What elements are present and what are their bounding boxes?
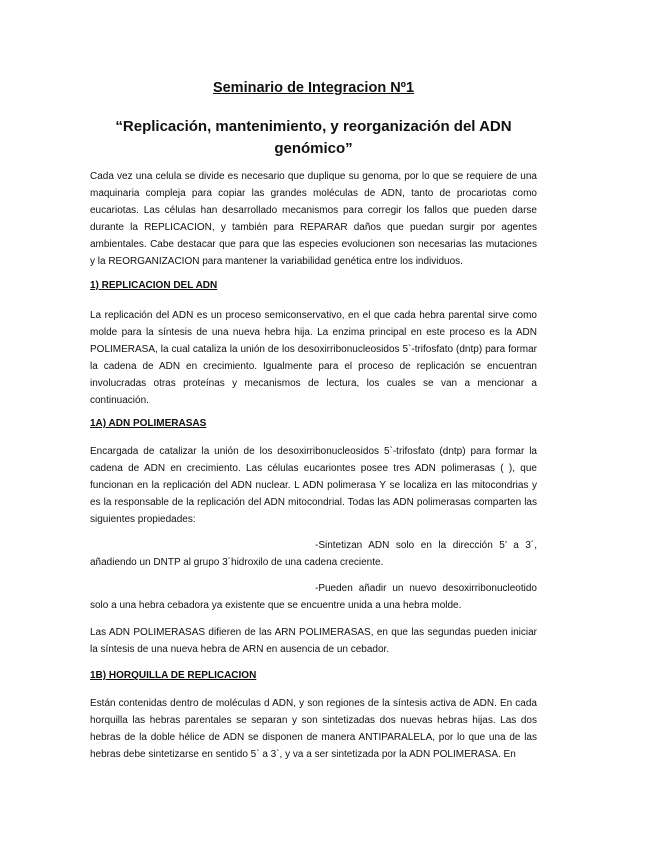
document-title: Seminario de Integracion Nº1 bbox=[212, 80, 415, 96]
section-1a-heading: 1A) ADN POLIMERASAS bbox=[90, 418, 207, 429]
section-1-paragraph: La replicación del ADN es un proceso semiconservativo, en el que cada hebra parental sirve como molde para la síntesis de una nueva hebra hija. La enzima principal en este proceso es la ADN POLIMERASA, la cual cataliza la unión de los desoxirribonucleosidos 5`-trifosfato (dntp) para formar la cadena de ADN en crecimiento. Igualmente para el proceso de replicación se encuentran involucradas otras proteínas y mecanismos de lectura, los cuales se van a mencionar a continuación. bbox=[90, 310, 537, 406]
section-1a-paragraph-2: Las ADN POLIMERASAS difieren de las ARN POLIMERASAS, en que las segundas pueden iniciar la síntesis de una nueva hebra de ARN en ausencia de un cebador. bbox=[90, 627, 537, 655]
section-1b-paragraph: Están contenidas dentro de moléculas d ADN, y son regiones de la síntesis activa de ADN. En cada horquilla las hebras parentales se separan y son sintetizadas dos nuevas hebras hijas. Las dos hebras de la doble hélice de ADN se disponen de manera ANTIPARALELA, por lo que una de las hebras debe sintetizarse en sentido 5` a 3`, y va a ser sintetizada por la ADN POLIMERASA. En bbox=[90, 698, 537, 760]
property-2: -Pueden añadir un nuevo desoxirribonucleotido solo a una hebra cebadora ya existente que se encuentre unida a una hebra molde. bbox=[90, 583, 537, 611]
property-1: -Sintetizan ADN solo en la dirección 5’ a 3´, añadiendo un DNTP al grupo 3´hidroxilo de una cadena creciente. bbox=[90, 540, 537, 568]
section-1a-paragraph: Encargada de catalizar la unión de los desoxirribonucleosidos 5`-trifosfato (dntp) para formar la cadena de ADN en crecimiento. Las células eucariontes posee tres ADN polimerasas ( ), que funcionan en la replicación del ADN nuclear. L ADN polimerasa Y se localiza en las mitocondrias y es la responsable de la replicación del ADN mitocondrial. Todas las ADN polimerasas comparten las siguientes propiedades: bbox=[90, 446, 537, 525]
document-subtitle: “Replicación, mantenimiento, y reorganización del ADN genómico” bbox=[115, 118, 512, 157]
intro-paragraph: Cada vez una celula se divide es necesario que duplique su genoma, por lo que se requiere de una maquinaria compleja para copiar las grandes moléculas de ADN, tanto de procariotas como eucariotas. Las células han desarrollado mecanismos para corregir los fallos que pueden darse durante la REPLICACION, y también para REPARAR daños que puedan surgir por agentes ambientales. Cabe destacar que para que las especies evolucionen son necesarias las mutaciones y la REORGANIZACION para mantener la variabilidad genética entre los individuos. bbox=[90, 171, 537, 267]
section-1-heading: 1) REPLICACION DEL ADN bbox=[90, 280, 218, 291]
section-1b-heading: 1B) HORQUILLA DE REPLICACION bbox=[90, 670, 257, 681]
